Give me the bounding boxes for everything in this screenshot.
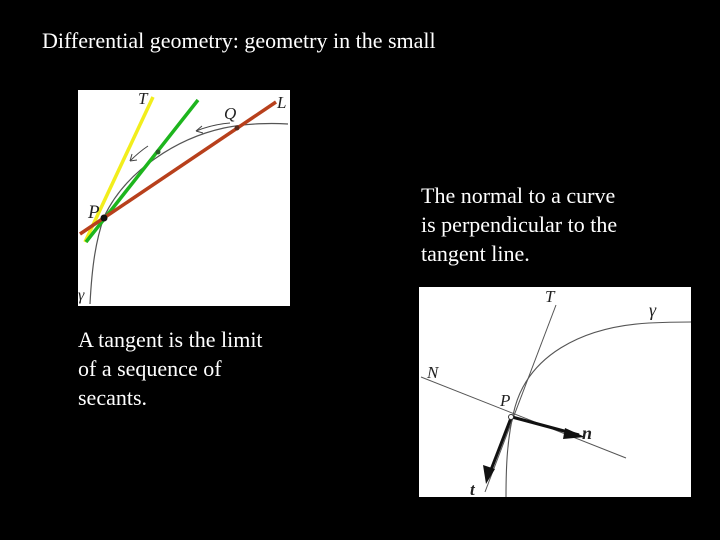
point-p bbox=[509, 415, 514, 420]
curve-gamma bbox=[90, 123, 288, 304]
label-gamma: γ bbox=[78, 287, 85, 304]
label-t: T bbox=[138, 90, 148, 108]
point-p bbox=[101, 215, 108, 222]
tangent-line bbox=[485, 305, 556, 492]
curve-gamma bbox=[506, 322, 691, 497]
label-n-line: N bbox=[427, 363, 439, 382]
label-p: P bbox=[500, 391, 511, 410]
label-t-vector: t bbox=[470, 480, 475, 497]
normal-figure bbox=[419, 287, 691, 497]
tangent-limit-diagram bbox=[78, 90, 290, 306]
point-intermediate bbox=[156, 150, 161, 155]
label-t-line: T bbox=[545, 287, 555, 306]
label-n-vector: n bbox=[582, 423, 593, 443]
label-q: Q bbox=[224, 104, 237, 123]
normal-diagram bbox=[419, 287, 691, 497]
label-l: L bbox=[277, 93, 287, 112]
tangent-caption: A tangent is the limit of a sequence of secants. bbox=[78, 327, 263, 410]
secant-line bbox=[80, 102, 276, 234]
point-q bbox=[235, 126, 240, 131]
tangent-limit-figure bbox=[78, 90, 290, 306]
label-gamma: γ bbox=[649, 300, 657, 320]
approach-arrow-lower bbox=[130, 146, 148, 161]
label-p: P bbox=[88, 202, 100, 223]
slide-title: Differential geometry: geometry in the small bbox=[42, 28, 436, 53]
normal-line bbox=[421, 377, 626, 458]
normal-caption: The normal to a curve is perpendicular to the tangent line. bbox=[421, 183, 618, 266]
